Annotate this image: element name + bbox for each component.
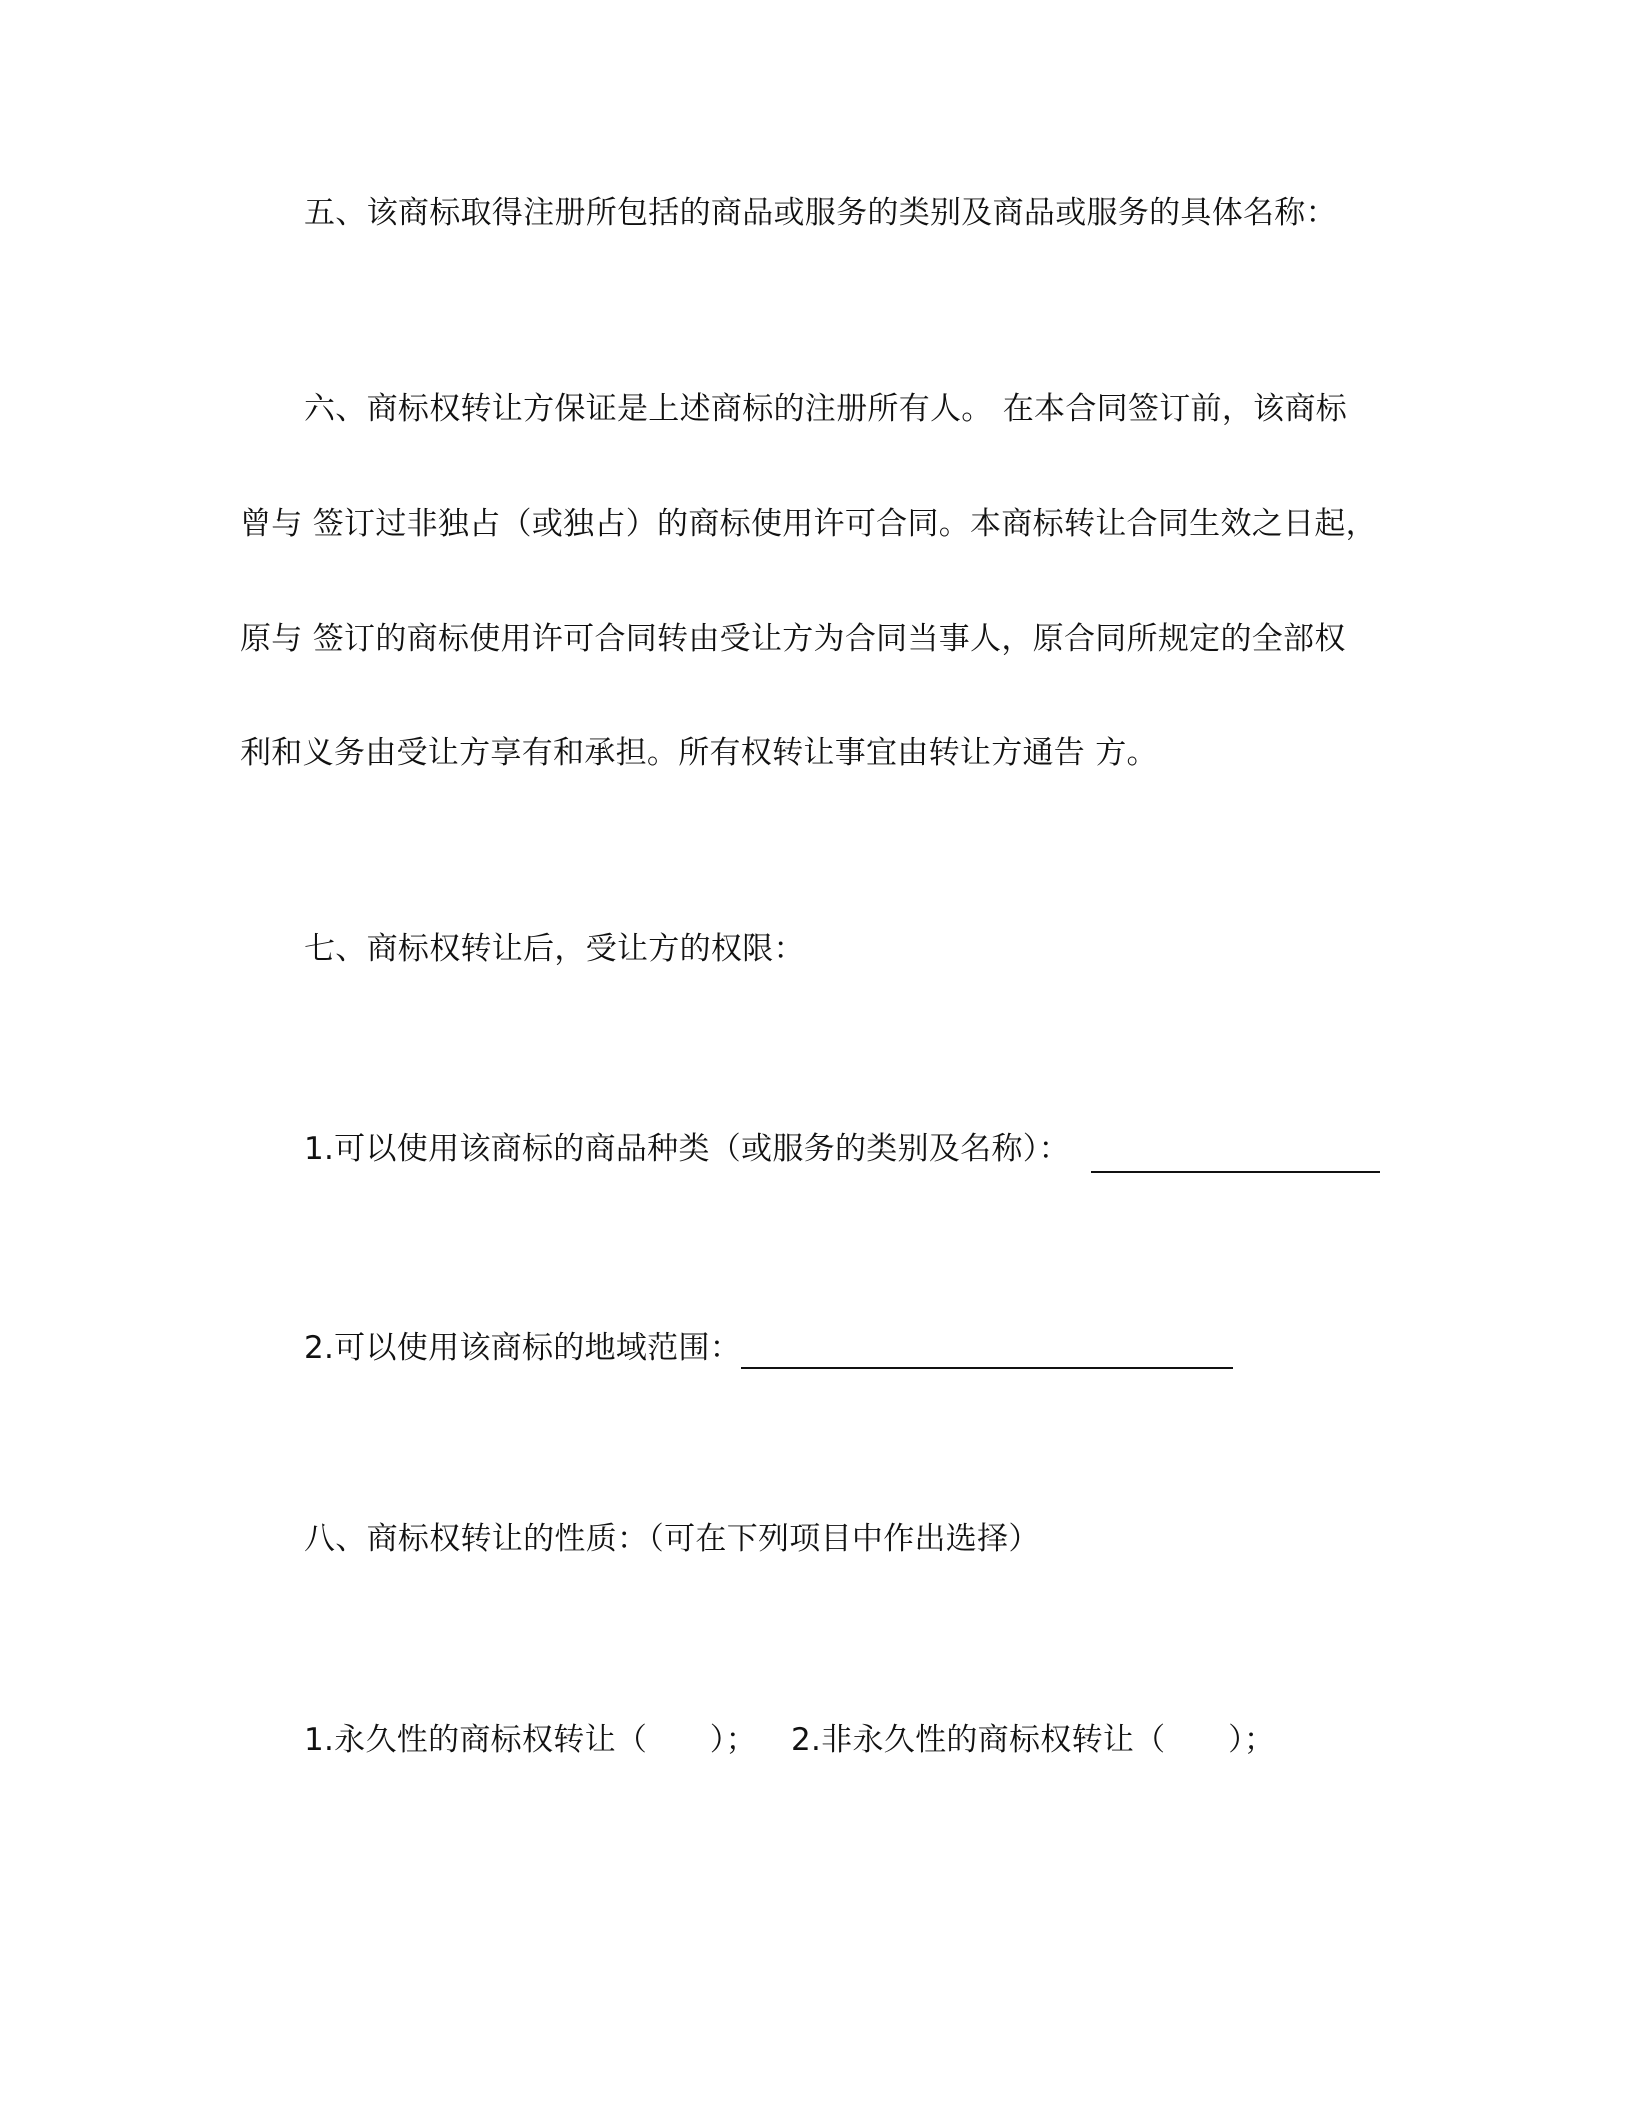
section-7-item-2: 2.可以使用该商标的地域范围：: [304, 1330, 742, 1366]
section-7-item-1: 1.可以使用该商标的商品种类（或服务的类别及名称）：: [304, 1131, 1070, 1167]
section-8-heading: 八、商标权转让的性质：（可在下列项目中作出选择）: [304, 1521, 1040, 1557]
section-6-line-3: 原与 签订的商标使用许可合同转由受让方为合同当事人，原合同所规定的全部权: [240, 621, 1346, 657]
territory-blank-line: [741, 1367, 1233, 1369]
section-6-line-4: 利和义务由受让方享有和承担。所有权转让事宜由转让方通告 方。: [240, 735, 1158, 771]
section-8-option-non-permanent: 2.非永久性的商标权转让（ ）；: [791, 1722, 1276, 1758]
section-5-heading: 五、该商标取得注册所包括的商品或服务的类别及商品或服务的具体名称：: [304, 195, 1337, 231]
section-6-line-1: 六、商标权转让方保证是上述商标的注册所有人。 在本合同签订前，该商标: [304, 391, 1348, 427]
section-8-option-permanent: 1.永久性的商标权转让（ ）；: [304, 1722, 757, 1758]
section-7-heading: 七、商标权转让后，受让方的权限：: [304, 931, 805, 967]
section-6-line-2: 曾与 签订过非独占（或独占）的商标使用许可合同。本商标转让合同生效之日起，: [240, 506, 1377, 542]
goods-category-blank-line: [1091, 1171, 1380, 1173]
